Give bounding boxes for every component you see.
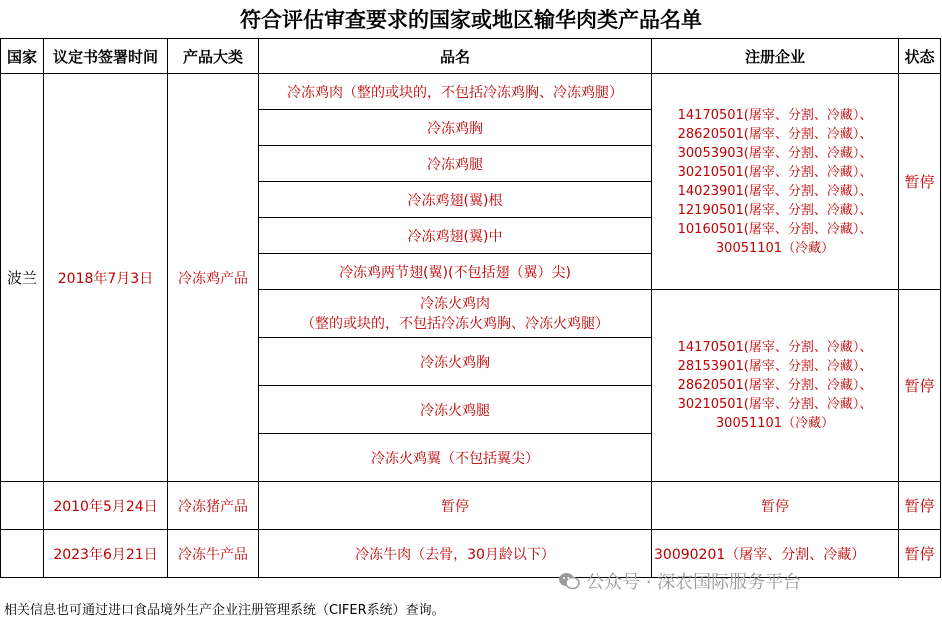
header-category: 产品大类 — [168, 39, 259, 74]
pork-status-cell: 暂停 — [899, 482, 941, 530]
product-cell: 冷冻鸡两节翅(翼)(不包括翅（翼）尖) — [259, 254, 652, 290]
chicken-status-cell: 暂停 — [899, 74, 941, 290]
meat-product-table — [0, 38, 941, 578]
beef-date-cell: 2023年6月21日 — [44, 530, 168, 578]
chicken-enterprise-cell: 14170501(屠宰、分割、冷藏）、 28620501(屠宰、分割、冷藏）、 30053903(屠宰、分割、冷藏）、 30210501(屠宰、分割、冷藏）、 14023901(屠宰、分割、冷藏）、 12190501(屠宰、分割、冷藏）、 10160501(屠宰、分割、冷藏）、 30051101（冷藏） — [652, 74, 899, 290]
header-row — [1, 39, 941, 74]
header-country: 国家 — [1, 39, 44, 74]
product-cell: 冷冻火鸡胸 — [259, 338, 652, 386]
beef-country-spacer — [1, 530, 44, 578]
product-cell: 冷冻火鸡腿 — [259, 386, 652, 434]
product-cell: 冷冻鸡胸 — [259, 110, 652, 146]
pork-date-cell: 2010年5月24日 — [44, 482, 168, 530]
country-cell: 波兰 — [1, 74, 44, 482]
product-cell: 冷冻鸡肉（整的或块的，不包括冷冻鸡胸、冷冻鸡腿） — [259, 74, 652, 110]
beef-status-cell: 暂停 — [899, 530, 941, 578]
pork-product-cell: 暂停 — [259, 482, 652, 530]
product-cell: 冷冻鸡翅(翼)根 — [259, 182, 652, 218]
header-product: 品名 — [259, 39, 652, 74]
pork-country-spacer — [1, 482, 44, 530]
table-row — [1, 74, 941, 110]
header-enterprise: 注册企业 — [652, 39, 899, 74]
pork-enterprise-cell: 暂停 — [652, 482, 899, 530]
beef-product-cell: 冷冻牛肉（去骨，30月龄以下） — [259, 530, 652, 578]
wechat-icon — [558, 572, 580, 590]
page-title: 符合评估审查要求的国家或地区输华肉类产品名单 — [240, 7, 702, 32]
header-status: 状态 — [899, 39, 941, 74]
footer-note: 相关信息也可通过进口食品境外生产企业注册管理系统（CIFER系统）查询。 — [4, 603, 445, 618]
beef-category-cell: 冷冻牛产品 — [168, 530, 259, 578]
watermark — [558, 568, 801, 594]
turkey-status-cell: 暂停 — [899, 290, 941, 482]
watermark-text: 公众号 · 深农国际服务平台 — [586, 572, 802, 593]
header-date: 议定书签署时间 — [44, 39, 168, 74]
product-cell: 冷冻火鸡肉 （整的或块的，不包括冷冻火鸡胸、冷冻火鸡腿） — [259, 290, 652, 338]
chicken-date-cell: 2018年7月3日 — [44, 74, 168, 482]
pork-category-cell: 冷冻猪产品 — [168, 482, 259, 530]
chicken-category-cell: 冷冻鸡产品 — [168, 74, 259, 482]
product-cell: 冷冻鸡翅(翼)中 — [259, 218, 652, 254]
beef-enterprise-cell: 30090201（屠宰、分割、冷藏） — [652, 530, 899, 578]
product-cell: 冷冻火鸡翼（不包括翼尖） — [259, 434, 652, 482]
product-cell: 冷冻鸡腿 — [259, 146, 652, 182]
table-row — [1, 482, 941, 530]
turkey-enterprise-cell: 14170501(屠宰、分割、冷藏）、 28153901(屠宰、分割、冷藏）、 28620501(屠宰、分割、冷藏）、 30210501(屠宰、分割、冷藏）、 30051101（冷藏） — [652, 290, 899, 482]
